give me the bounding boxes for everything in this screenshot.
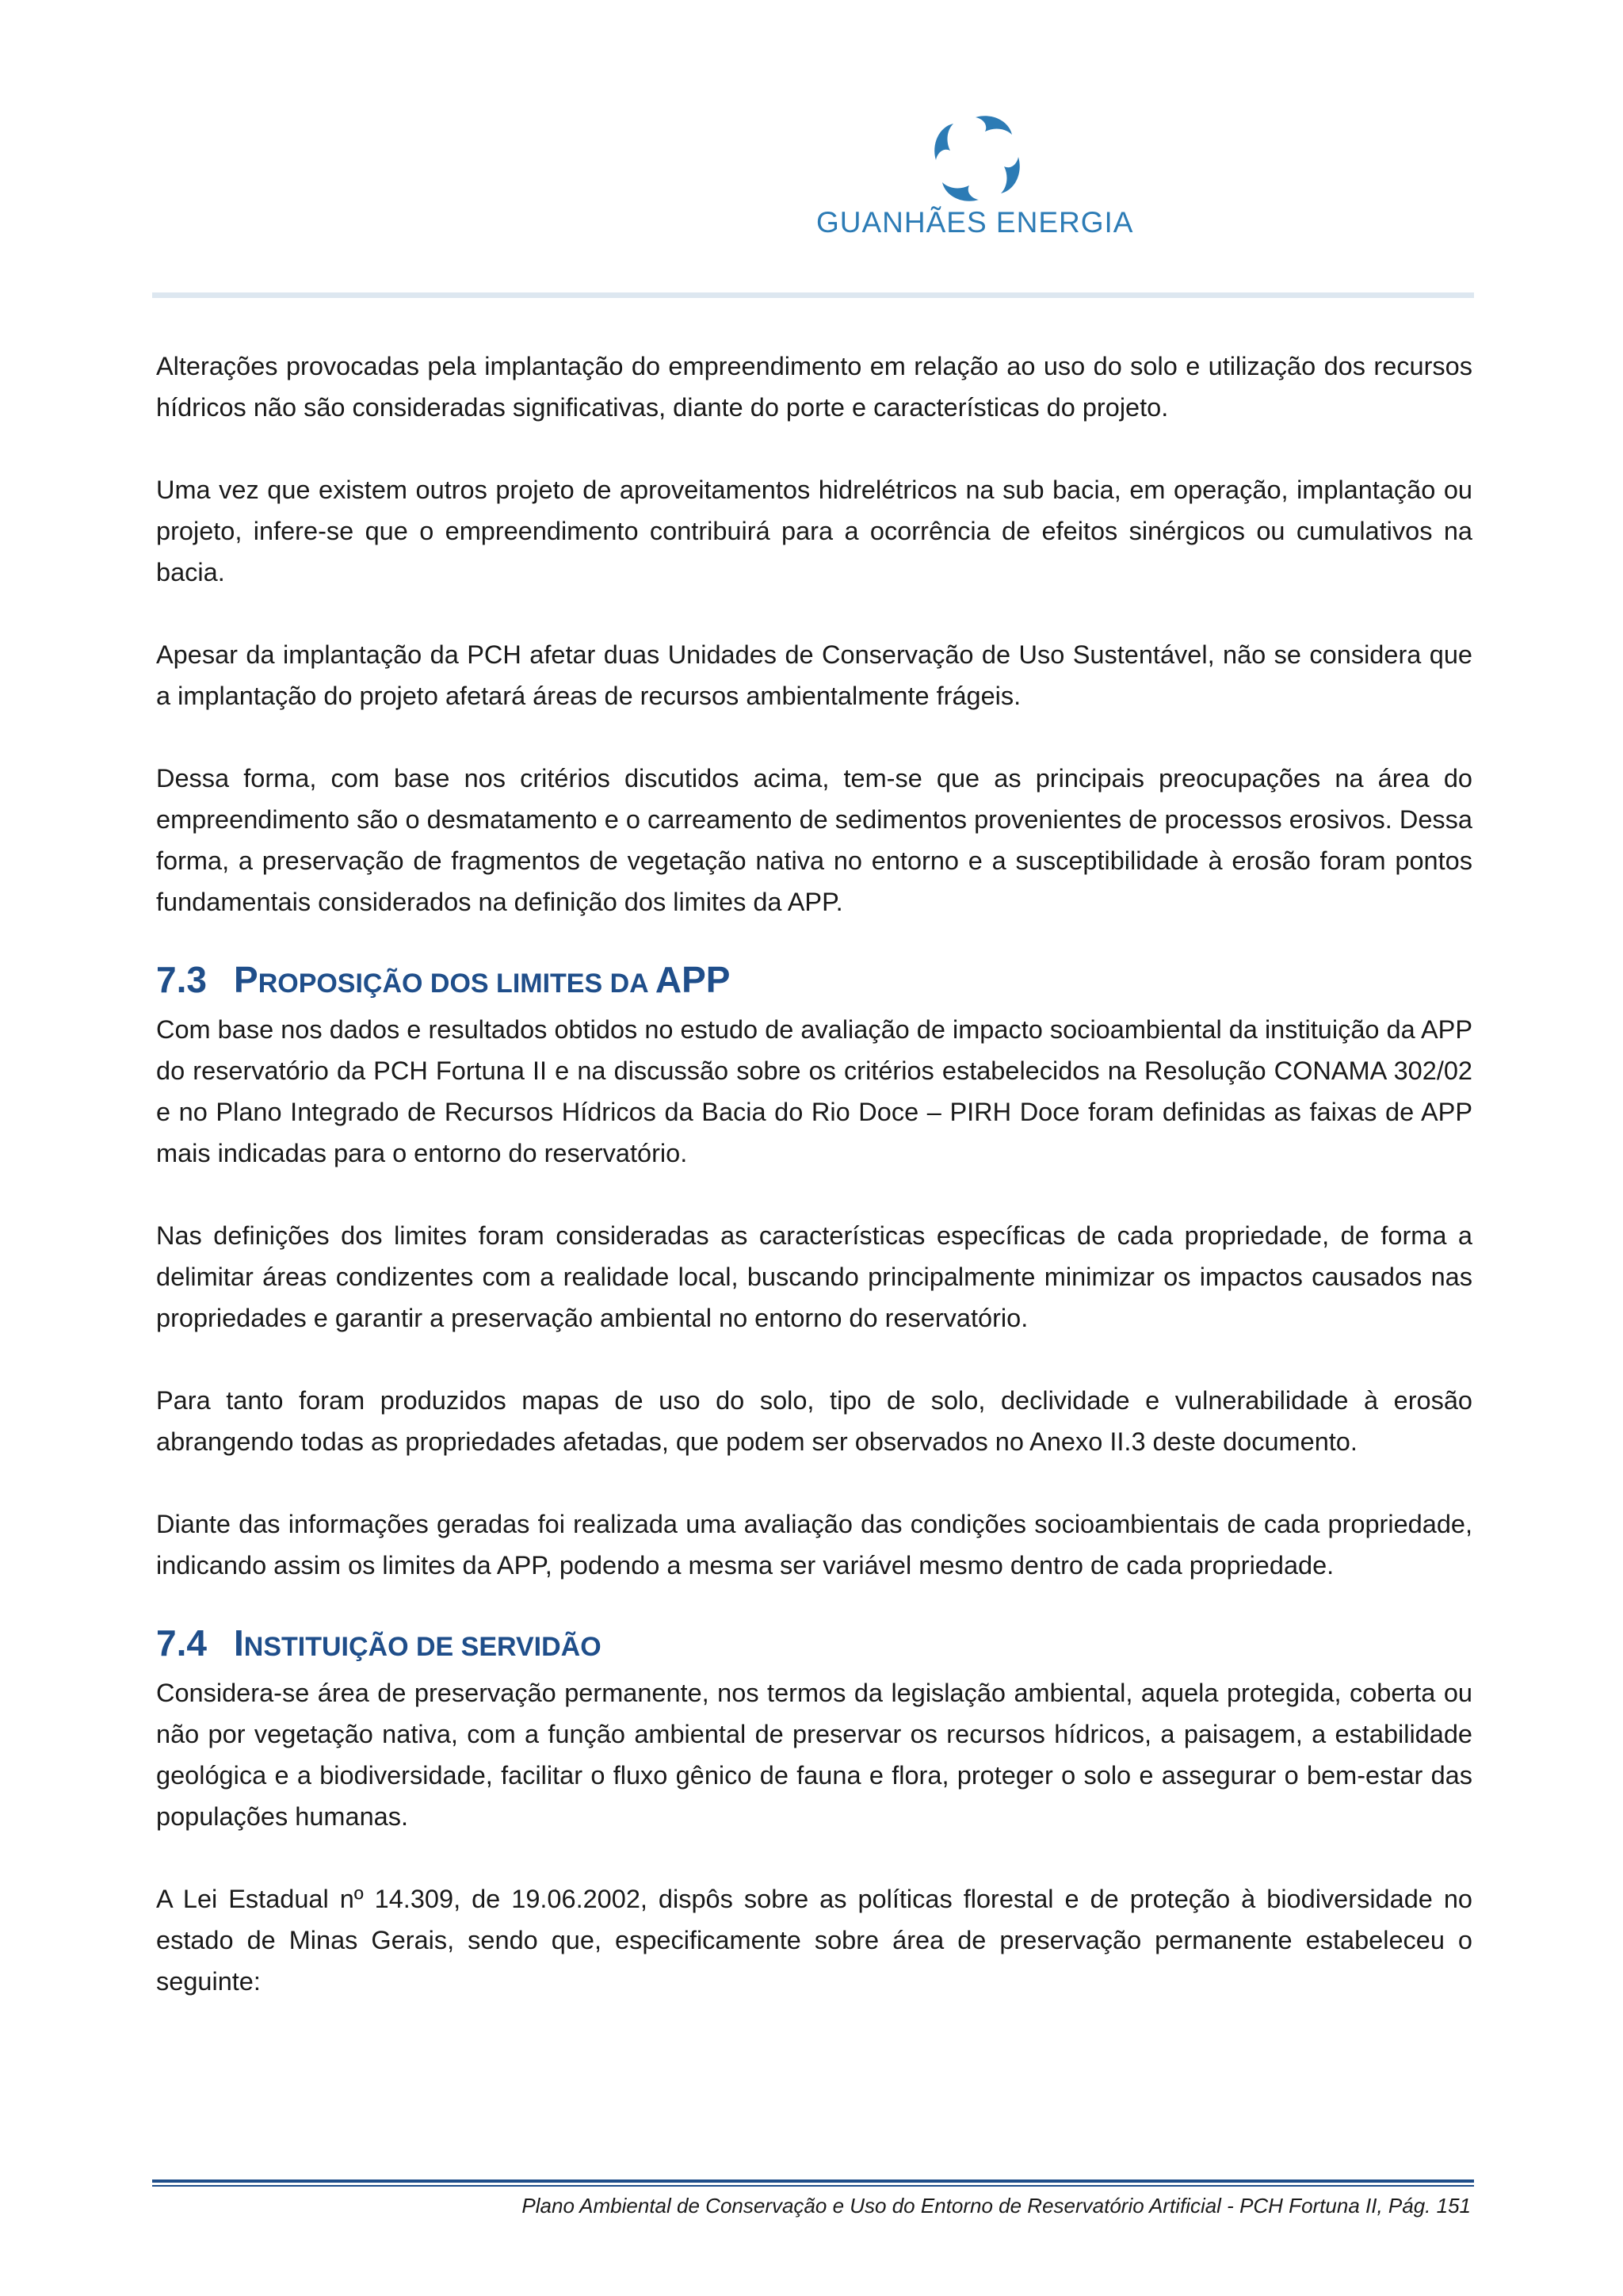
paragraph: Considera-se área de preservação permanente, nos termos da legislação ambiental, aquela protegida, coberta ou não por vegetação nativa, com a função ambiental de preservar os recursos hídricos, a paisagem, a estabilidade geológica e a biodiversidade, facilitar o fluxo gênico de fauna e flora, proteger o solo e assegurar o bem-estar das populações humanas.: [156, 1679, 1472, 1831]
paragraph: Com base nos dados e resultados obtidos no estudo de avaliação de impacto socioambiental da instituição da APP do reservatório da PCH Fortuna II e na discussão sobre os critérios estabelecidos na Resolução CONAMA 302/02 e no Plano Integrado de Recursos Hídricos da Bacia do Rio Doce – PIRH Doce foram definidas as faixas de APP mais indicadas para o entorno do reservatório.: [156, 1015, 1472, 1167]
paragraph: Alterações provocadas pela implantação do empreendimento em relação ao uso do solo e utilização dos recursos hídricos não são consideradas significativas, diante do porte e características do projeto.: [156, 352, 1472, 422]
section-heading-7-3: 7.3 PROPOSIÇÃO DOS LIMITES DA APP: [156, 954, 1472, 1009]
paragraph: A Lei Estadual nº 14.309, de 19.06.2002, dispôs sobre as políticas florestal e de proteção à biodiversidade no estado de Minas Gerais, sendo que, especificamente sobre área de preservação permanente estabeleceu o seguinte:: [156, 1885, 1472, 1996]
paragraph: Diante das informações geradas foi realizada uma avaliação das condições socioambientais de cada propriedade, indicando assim os limites da APP, podendo a mesma ser variável mesmo dentro de cada propriedade.: [156, 1510, 1472, 1580]
paragraph: Apesar da implantação da PCH afetar duas Unidades de Conservação de Uso Sustentável, não se considera que a implantação do projeto afetará áreas de recursos ambientalmente frágeis.: [156, 640, 1472, 710]
paragraph: Para tanto foram produzidos mapas de uso do solo, tipo de solo, declividade e vulnerabilidade à erosão abrangendo todas as propriedades afetadas, que podem ser observados no Anexo II.3 deste documento.: [156, 1386, 1472, 1456]
section-heading-7-4: 7.4 INSTITUIÇÃO DE SERVIDÃO: [156, 1618, 1472, 1672]
page-footer: Plano Ambiental de Conservação e Uso do Entorno de Reservatório Artificial - PCH Fortuna II, Pág. 151: [521, 2194, 1471, 2218]
swirl-logo-icon: [930, 111, 1025, 206]
footer-divider: [152, 2179, 1474, 2183]
paragraph: Uma vez que existem outros projeto de aproveitamentos hidrelétricos na sub bacia, em operação, implantação ou projeto, infere-se que o empreendimento contribuirá para a ocorrência de efeitos sinérgicos ou cumulativos na bacia.: [156, 476, 1472, 586]
logo-wordmark: GUANHÃES ENERGIA: [816, 206, 1134, 239]
document-body: [156, 346, 1472, 2002]
header-divider: [152, 292, 1474, 298]
footer-divider-thin: [152, 2185, 1474, 2187]
company-logo: [816, 103, 1133, 246]
section-number: 7.4: [156, 1622, 207, 1664]
section-number: 7.3: [156, 959, 207, 1000]
paragraph: Dessa forma, com base nos critérios discutidos acima, tem-se que as principais preocupações na área do empreendimento são o desmatamento e o carreamento de sedimentos provenientes de processos erosivos. Dessa forma, a preservação de fragmentos de vegetação nativa no entorno e a susceptibilidade à erosão foram pontos fundamentais considerados na definição dos limites da APP.: [156, 764, 1472, 916]
paragraph: Nas definições dos limites foram consideradas as características específicas de cada propriedade, de forma a delimitar áreas condizentes com a realidade local, buscando principalmente minimizar os impactos causados nas propriedades e garantir a preservação ambiental no entorno do reservatório.: [156, 1221, 1472, 1332]
